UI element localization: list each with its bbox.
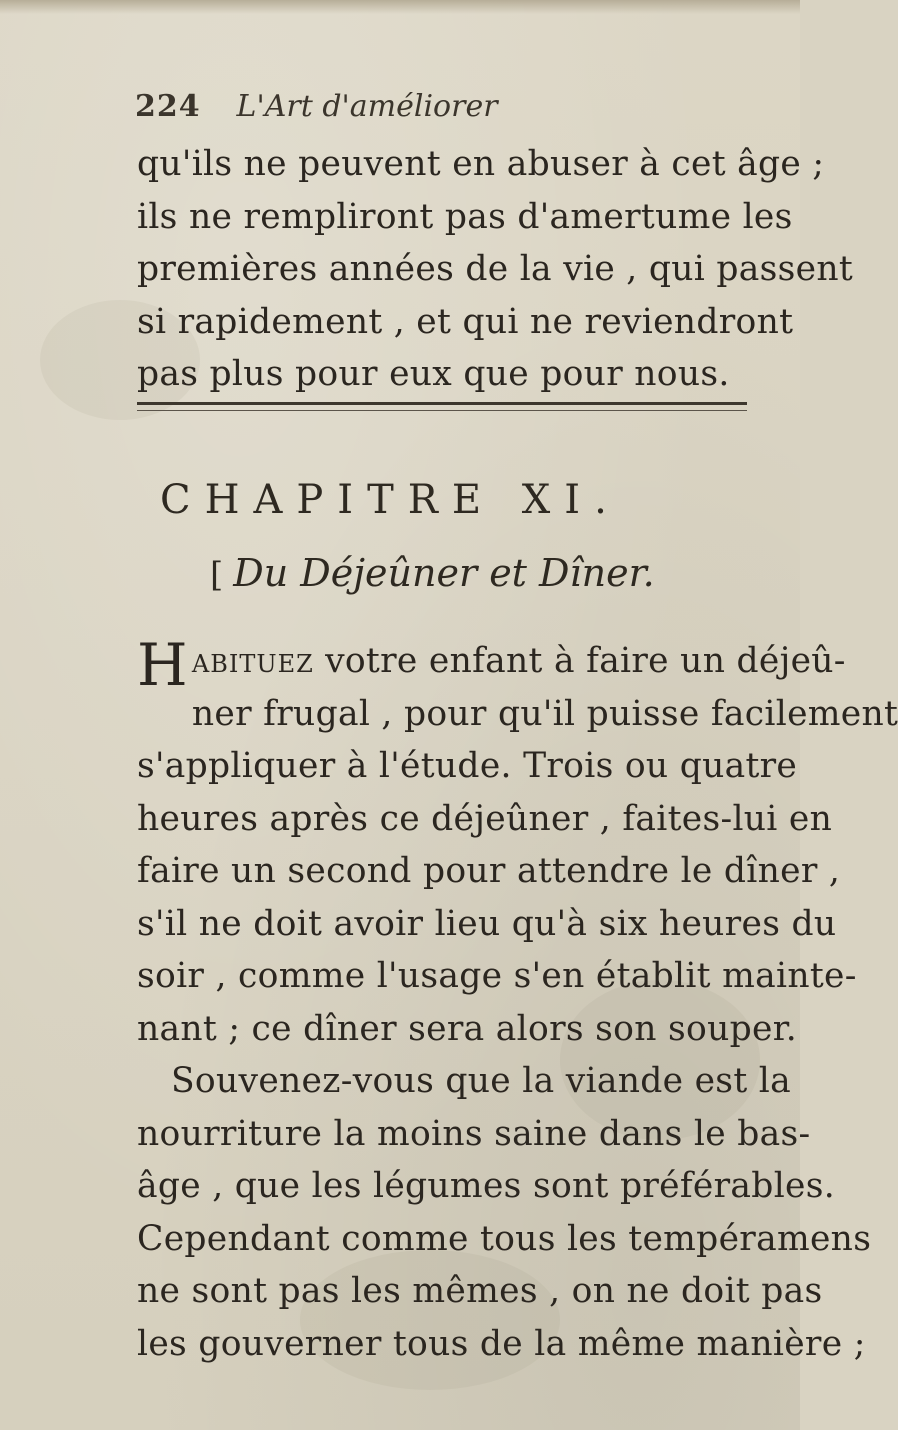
text-line: Cependant comme tous les tempéramens [137,1218,872,1259]
chapter-divider-rule [137,402,747,405]
text-line: qu'ils ne peuvent en abuser à cet âge ; [137,144,825,184]
text-line: les gouverner tous de la même manière ; [137,1323,866,1364]
text-line: nant ; ce dîner sera alors son souper. [137,1008,797,1049]
text-line: Souvenez-vous que la viande est la [171,1061,791,1101]
first-line-rest: votre enfant à faire un déjeû- [325,641,846,681]
text-line: si rapidement , et qui ne reviendront [137,301,794,342]
text-line-first [137,631,846,699]
top-paragraph [137,138,853,401]
text-line: pas plus pour eux que pour nous. [137,354,730,394]
subtitle-text: Du Déjeûner et Dîner. [233,551,655,595]
drop-cap: H [137,631,188,699]
page-top-edge [0,0,800,14]
text-line: faire un second pour attendre le dîner , [137,851,841,891]
text-line: heures après ce déjeûner , faites-lui en [137,798,833,839]
text-line: soir , comme l'usage s'en établit mainte- [137,956,857,996]
text-line: premières années de la vie , qui passent [137,249,853,289]
text-line: s'il ne doit avoir lieu qu'à six heures du [137,903,837,944]
text-line: ner frugal , pour qu'il puisse facilement [191,693,898,734]
running-title: L'Art d'améliorer [236,89,498,124]
subtitle-bracket: [ [210,555,224,595]
text-line: ils ne rempliront pas d'amertume les [137,196,793,237]
text-line: ne sont pas les mêmes , on ne doit pas [137,1271,823,1311]
running-head [135,82,695,132]
chapter-heading: CHAPITRE XI. [160,477,621,523]
text-line: âge , que les légumes sont préférables. [137,1166,836,1206]
first-word-smallcaps: abituez [191,641,314,681]
text-line: nourriture la moins saine dans le bas- [137,1113,811,1154]
chapter-subtitle [210,545,655,603]
text-line: s'appliquer à l'étude. Trois ou quatre [137,746,798,786]
chapter-paragraph-1 [137,631,898,1370]
chapter-divider-rule-thin [137,410,747,411]
page-number: 224 [135,89,201,124]
